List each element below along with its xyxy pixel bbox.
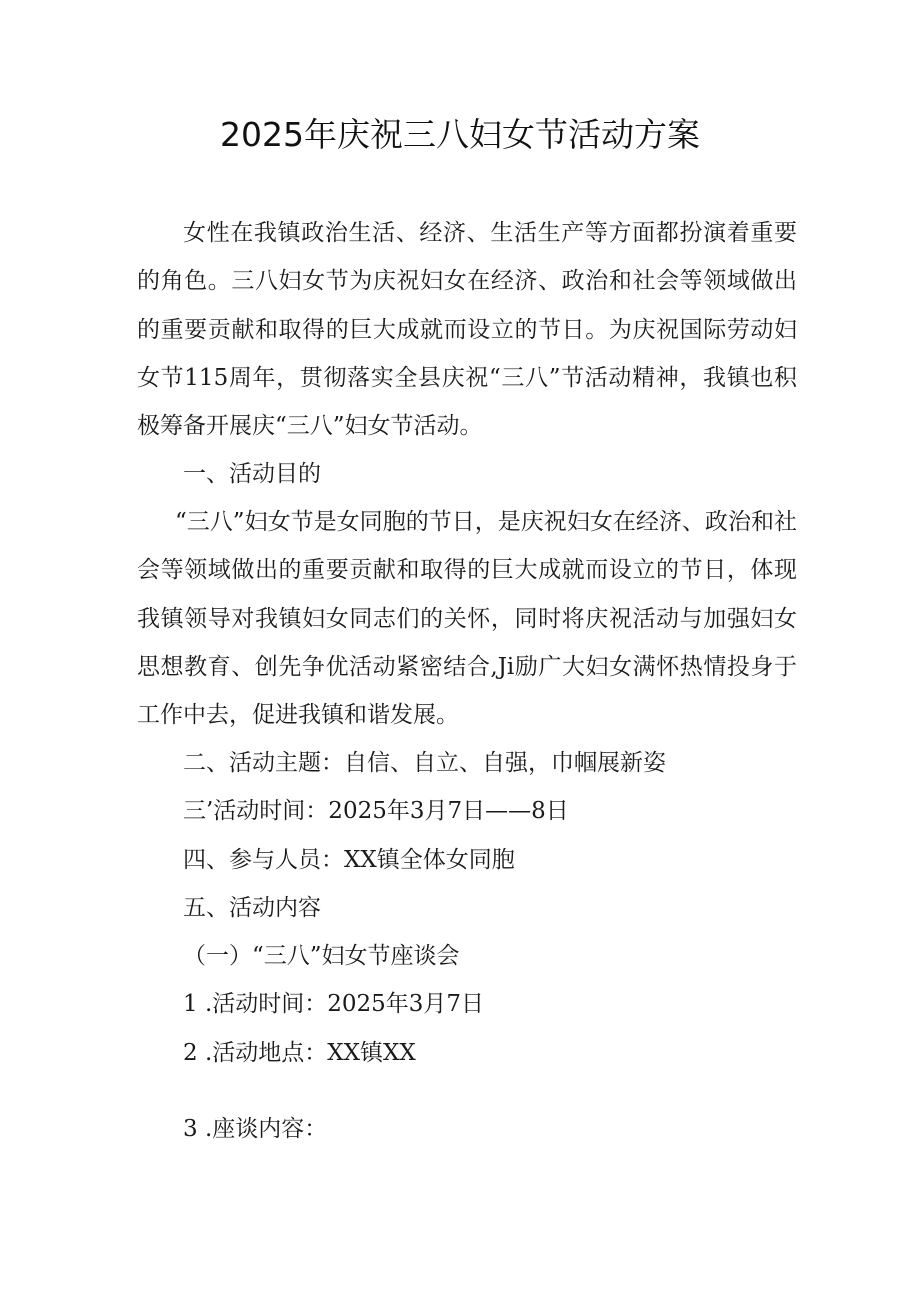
item3-content: 3 .座谈内容： xyxy=(183,1116,328,1142)
section4-participants: 四、参与人员：XX镇全体女同胞 xyxy=(183,846,515,873)
document-title: 2025年庆祝三八妇女节活动方案 xyxy=(220,115,700,154)
section1-paragraph: “三八”妇女节是女同胞的节日，是庆祝妇女在经济、政治和社会等领域做出的重要贡献和取得的巨大成就而设立的节日，体现我镇领导对我镇妇女同志们的关怀，同时将庆祝活动与加强妇女思想教育、创先争优活动紧密结合,Ji励广大妇女满怀热情投身于工作中去，促进我镇和谐发展。 xyxy=(137,509,797,729)
item2-location: 2 .活动地点：XX镇XX xyxy=(183,1039,416,1066)
intro-paragraph: 女性在我镇政治生活、经济、生活生产等方面都扮演着重要的角色。三八妇女节为庆祝妇女在经济、政治和社会等领域做出的重要贡献和取得的巨大成就而设立的节日。为庆祝国际劳动妇女节115周年，贯彻落实全县庆祝“三八”节活动精神，我镇也积极筹备开展庆“三八”妇女节活动。 xyxy=(137,220,797,440)
subsection1-heading: （一）“三八”妇女节座谈会 xyxy=(183,943,460,970)
item1-time: 1 .活动时间：2025年3月7日 xyxy=(183,991,485,1018)
section1-heading-block xyxy=(137,450,797,498)
section2-theme: 二、活动主题：自信、自立、自强，巾帼展新姿 xyxy=(183,750,666,776)
section3-time: 三’活动时间：2025年3月7日——8日 xyxy=(183,798,569,825)
intro-paragraph-block xyxy=(137,209,797,450)
section-lines-block xyxy=(137,739,797,1077)
item3-block xyxy=(137,1105,797,1153)
section1-heading: 一、活动目的 xyxy=(183,461,321,487)
section5-heading: 五、活动内容 xyxy=(183,894,321,921)
section1-paragraph-block xyxy=(137,498,797,739)
